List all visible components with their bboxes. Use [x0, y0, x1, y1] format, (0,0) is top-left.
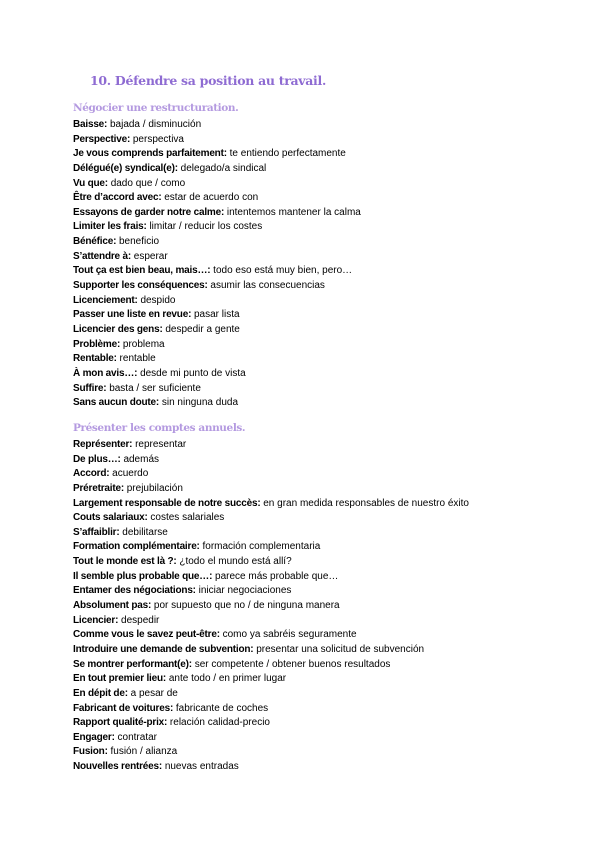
entry-term: Il semble plus probable que…: — [73, 570, 213, 582]
vocabulary-entry — [73, 438, 573, 453]
vocabulary-entry — [73, 220, 573, 235]
vocabulary-entry — [73, 382, 573, 397]
vocabulary-entry — [73, 147, 573, 162]
entry-definition: perspectiva — [132, 133, 184, 145]
entry-term: Couts salariaux: — [73, 512, 148, 524]
section-negocier-restructuration — [73, 101, 573, 411]
entry-definition: esperar — [133, 250, 168, 262]
vocabulary-list — [73, 438, 573, 775]
entry-term: Licencier: — [73, 614, 119, 626]
vocabulary-entry — [73, 396, 573, 411]
entry-term: Comme vous le savez peut-être: — [73, 629, 220, 641]
entry-definition: relación calidad-precio — [169, 717, 270, 729]
vocabulary-entry — [73, 482, 573, 497]
entry-term: Rapport qualité-prix: — [73, 717, 168, 729]
entry-term: Préretraite: — [73, 482, 124, 494]
vocabulary-entry — [73, 308, 573, 323]
vocabulary-entry — [73, 702, 573, 717]
entry-term: Je vous comprends parfaitement: — [73, 148, 227, 160]
entry-definition: asumir las consecuencias — [210, 280, 325, 292]
entry-definition: sin ninguna duda — [161, 397, 239, 409]
entry-definition: por supuesto que no / de ninguna manera — [153, 600, 340, 612]
entry-definition: basta / ser suficiente — [109, 382, 201, 394]
entry-term: S’attendre à: — [73, 250, 131, 262]
entry-definition: en gran medida responsables de nuestro éxito — [263, 497, 469, 509]
entry-term: Largement responsable de notre succès: — [73, 497, 261, 509]
entry-term: Délégué(e) syndical(e): — [73, 162, 178, 174]
vocabulary-entry — [73, 235, 573, 250]
entry-term: Se montrer performant(e): — [73, 658, 192, 670]
entry-term: Limiter les frais: — [73, 221, 147, 233]
entry-term: Licenciement: — [73, 294, 138, 306]
vocabulary-entry — [73, 162, 573, 177]
vocabulary-entry — [73, 540, 573, 555]
vocabulary-entry — [73, 599, 573, 614]
entry-term: Vu que: — [73, 177, 108, 189]
entry-term: Sans aucun doute: — [73, 397, 160, 409]
entry-definition: prejubilación — [126, 482, 183, 494]
entry-definition: contratar — [117, 731, 157, 743]
entry-term: Fusion: — [73, 746, 108, 758]
vocabulary-entry — [73, 745, 573, 760]
vocabulary-entry — [73, 338, 573, 353]
entry-definition: intentemos mantener la calma — [226, 206, 361, 218]
entry-term: Baisse: — [73, 119, 108, 130]
vocabulary-entry — [73, 279, 573, 294]
entry-definition: ante todo / en primer lugar — [168, 673, 287, 685]
entry-term: Licencier des gens: — [73, 323, 163, 335]
vocabulary-entry — [73, 177, 573, 192]
entry-term: Passer une liste en revue: — [73, 309, 192, 321]
vocabulary-entry — [73, 191, 573, 206]
entry-definition: pasar lista — [193, 309, 240, 321]
entry-definition: rentable — [119, 353, 156, 365]
entry-term: Supporter les conséquences: — [73, 280, 208, 292]
vocabulary-entry — [73, 614, 573, 629]
vocabulary-entry — [73, 628, 573, 643]
entry-term: En dépit de: — [73, 687, 128, 699]
vocabulary-entry — [73, 511, 573, 526]
entry-definition: nuevas entradas — [164, 761, 239, 773]
entry-definition: despido — [140, 294, 176, 306]
entry-definition: problema — [122, 338, 165, 350]
entry-term: Entamer des négociations: — [73, 585, 196, 597]
entry-definition: debilitarse — [122, 526, 168, 538]
entry-term: En tout premier lieu: — [73, 673, 167, 685]
entry-definition: te entiendo perfectamente — [229, 148, 346, 160]
entry-term: Tout le monde est là ?: — [73, 556, 177, 568]
entry-term: Tout ça est bien beau, mais…: — [73, 265, 211, 277]
page-title: 10. Défendre sa position au travail. — [90, 73, 327, 88]
entry-definition: costes salariales — [150, 512, 225, 524]
vocabulary-entry — [73, 672, 573, 687]
entry-definition: formación complementaria — [202, 541, 321, 553]
entry-definition: limitar / reducir los costes — [149, 221, 263, 233]
entry-term: De plus…: — [73, 453, 121, 465]
vocabulary-entry — [73, 367, 573, 382]
vocabulary-entry — [73, 294, 573, 309]
entry-definition: iniciar negociaciones — [198, 585, 292, 597]
vocabulary-list — [73, 118, 573, 411]
vocabulary-entry — [73, 555, 573, 570]
vocabulary-entry — [73, 526, 573, 541]
entry-definition: además — [123, 453, 160, 465]
vocabulary-entry — [73, 570, 573, 585]
vocabulary-entry — [73, 467, 573, 482]
entry-term: Représenter: — [73, 439, 133, 450]
entry-definition: ¿todo el mundo está allí? — [179, 556, 292, 568]
entry-definition: despedir — [121, 614, 160, 626]
entry-definition: beneficio — [119, 236, 160, 248]
entry-term: S’affaiblir: — [73, 526, 120, 538]
entry-definition: fabricante de coches — [175, 702, 269, 714]
vocabulary-entry — [73, 352, 573, 367]
vocabulary-entry — [73, 643, 573, 658]
entry-definition: despedir a gente — [165, 323, 240, 335]
vocabulary-entry — [73, 731, 573, 746]
entry-definition: todo eso está muy bien, pero… — [213, 265, 353, 277]
entry-term: Absolument pas: — [73, 600, 152, 612]
entry-definition: a pesar de — [130, 687, 178, 699]
entry-term: Bénéfice: — [73, 236, 117, 248]
vocabulary-entry — [73, 584, 573, 599]
vocabulary-entry — [73, 497, 573, 512]
entry-definition: como ya sabréis seguramente — [222, 629, 357, 641]
entry-term: Introduire une demande de subvention: — [73, 643, 254, 655]
entry-term: Perspective: — [73, 133, 131, 145]
entry-definition: bajada / disminución — [109, 119, 202, 130]
entry-term: Problème: — [73, 338, 121, 350]
vocabulary-entry — [73, 760, 573, 775]
section-heading: Présenter les comptes annuels. — [73, 422, 246, 434]
entry-definition: presentar una solicitud de subvención — [256, 643, 425, 655]
entry-term: À mon avis…: — [73, 367, 138, 379]
entry-term: Engager: — [73, 731, 115, 743]
entry-term: Fabricant de voitures: — [73, 702, 174, 714]
vocabulary-entry — [73, 323, 573, 338]
vocabulary-entry — [73, 658, 573, 673]
entry-term: Nouvelles rentrées: — [73, 761, 163, 773]
vocabulary-entry — [73, 206, 573, 221]
vocabulary-entry — [73, 453, 573, 468]
vocabulary-entry — [73, 118, 573, 133]
entry-definition: dado que / como — [110, 177, 186, 189]
section-presenter-comptes — [73, 421, 573, 775]
entry-term: Rentable: — [73, 353, 117, 365]
entry-definition: estar de acuerdo con — [164, 192, 259, 204]
entry-definition: ser competente / obtener buenos resultados — [194, 658, 391, 670]
vocabulary-entry — [73, 687, 573, 702]
entry-term: Être d’accord avec: — [73, 192, 162, 204]
entry-term: Essayons de garder notre calme: — [73, 206, 225, 218]
entry-term: Suffire: — [73, 382, 107, 394]
entry-definition: parece más probable que… — [215, 570, 339, 582]
vocabulary-entry — [73, 264, 573, 279]
vocabulary-entry — [73, 133, 573, 148]
entry-term: Formation complémentaire: — [73, 541, 200, 553]
section-heading: Négocier une restructuration. — [73, 102, 239, 114]
entry-definition: representar — [135, 439, 187, 450]
entry-definition: desde mi punto de vista — [140, 367, 246, 379]
entry-definition: fusión / alianza — [110, 746, 178, 758]
entry-term: Accord: — [73, 468, 110, 480]
vocabulary-entry — [73, 716, 573, 731]
vocabulary-entry — [73, 250, 573, 265]
entry-definition: delegado/a sindical — [180, 162, 267, 174]
entry-definition: acuerdo — [112, 468, 149, 480]
